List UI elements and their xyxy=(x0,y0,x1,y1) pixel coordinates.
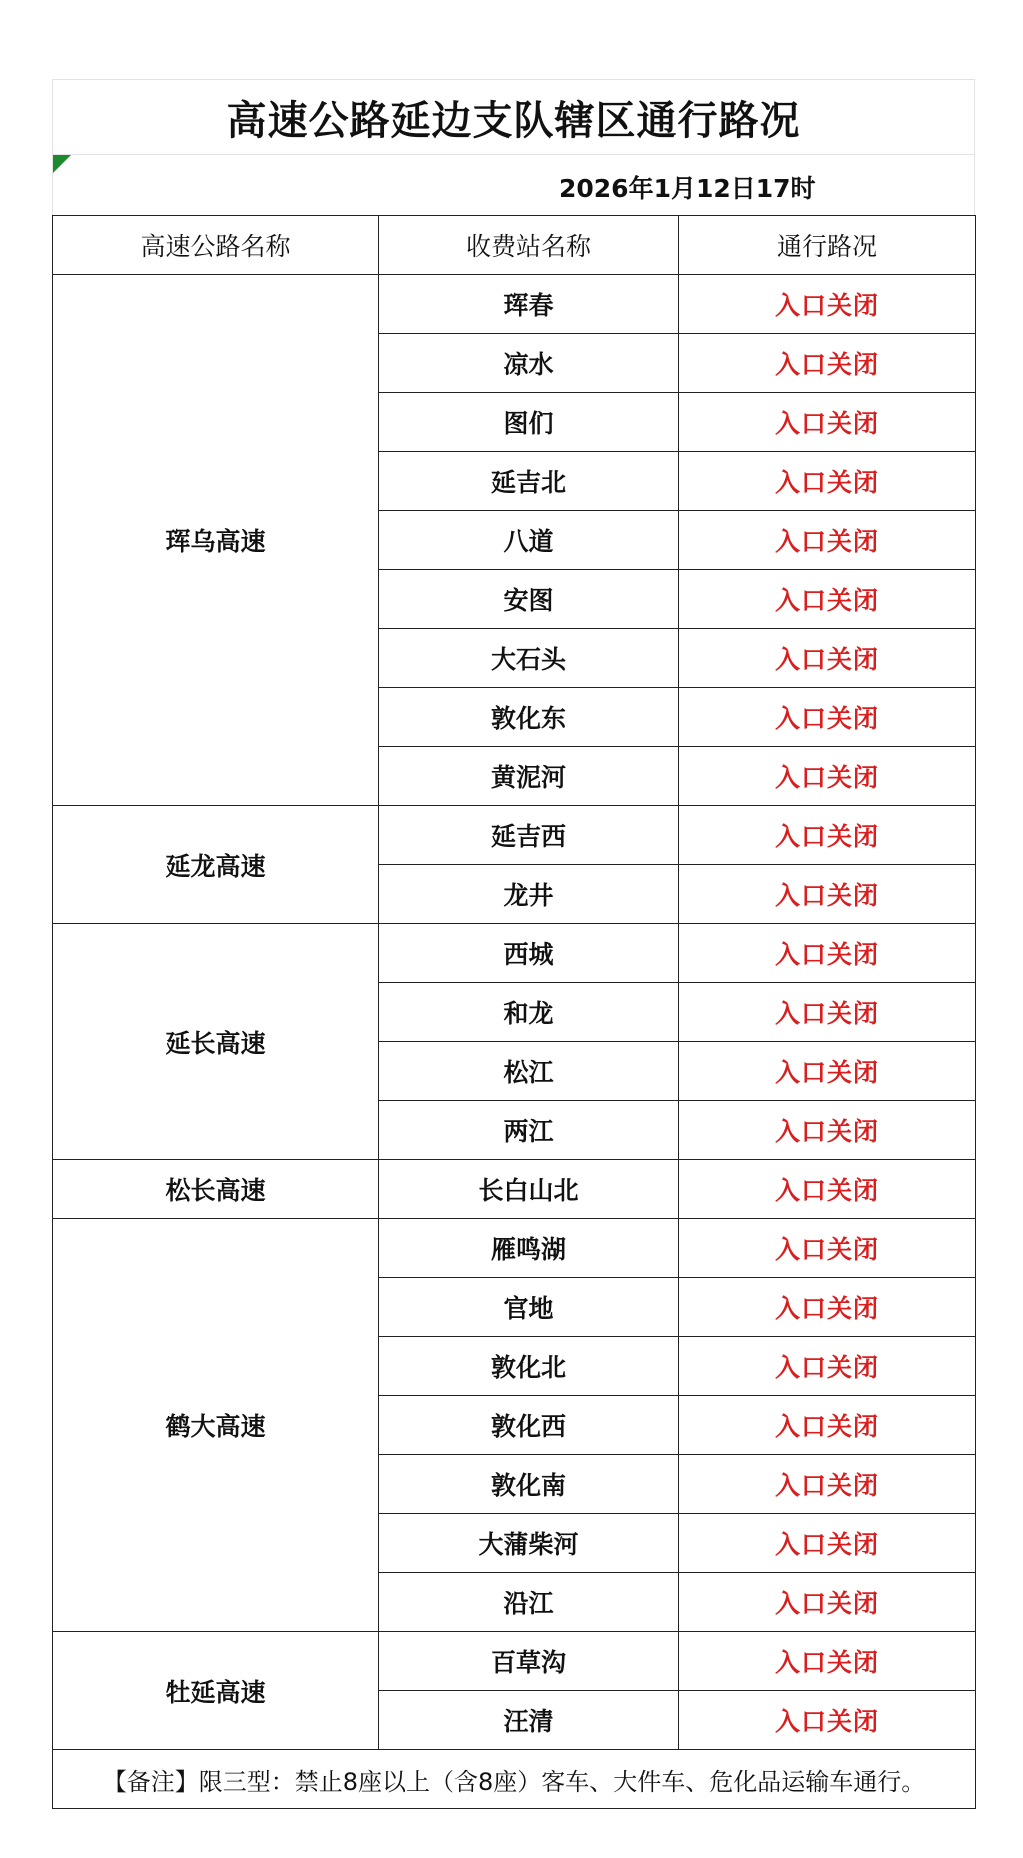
traffic-status-cell: 入口关闭 xyxy=(679,393,976,452)
date-row xyxy=(52,155,975,215)
station-name-cell: 安图 xyxy=(379,570,679,629)
road-name-cell: 松长高速 xyxy=(53,1160,379,1219)
station-name-cell: 大蒲柴河 xyxy=(379,1514,679,1573)
traffic-status-cell: 入口关闭 xyxy=(679,1514,976,1573)
table-row xyxy=(53,275,976,334)
station-name-cell: 和龙 xyxy=(379,983,679,1042)
table-row xyxy=(53,1632,976,1691)
station-name-cell: 图们 xyxy=(379,393,679,452)
traffic-status-cell: 入口关闭 xyxy=(679,1632,976,1691)
station-name-cell: 两江 xyxy=(379,1101,679,1160)
station-name-cell: 长白山北 xyxy=(379,1160,679,1219)
station-name-cell: 龙井 xyxy=(379,865,679,924)
traffic-status-cell: 入口关闭 xyxy=(679,806,976,865)
station-name-cell: 敦化西 xyxy=(379,1396,679,1455)
header-station-name: 收费站名称 xyxy=(379,216,679,275)
station-name-cell: 延吉西 xyxy=(379,806,679,865)
station-name-cell: 百草沟 xyxy=(379,1632,679,1691)
traffic-status-cell: 入口关闭 xyxy=(679,1160,976,1219)
road-name-cell: 延龙高速 xyxy=(53,806,379,924)
traffic-status-cell: 入口关闭 xyxy=(679,688,976,747)
traffic-status-cell: 入口关闭 xyxy=(679,1101,976,1160)
table-row xyxy=(53,1219,976,1278)
station-name-cell: 八道 xyxy=(379,511,679,570)
table-row xyxy=(53,1160,976,1219)
traffic-status-cell: 入口关闭 xyxy=(679,275,976,334)
traffic-status-cell: 入口关闭 xyxy=(679,865,976,924)
traffic-status-cell: 入口关闭 xyxy=(679,452,976,511)
traffic-status-cell: 入口关闭 xyxy=(679,1573,976,1632)
station-name-cell: 珲春 xyxy=(379,275,679,334)
road-name-cell: 珲乌高速 xyxy=(53,275,379,806)
header-traffic-status: 通行路况 xyxy=(679,216,976,275)
station-name-cell: 官地 xyxy=(379,1278,679,1337)
traffic-status-cell: 入口关闭 xyxy=(679,1691,976,1750)
traffic-status-cell: 入口关闭 xyxy=(679,1396,976,1455)
station-name-cell: 松江 xyxy=(379,1042,679,1101)
traffic-status-cell: 入口关闭 xyxy=(679,1278,976,1337)
note-row xyxy=(53,1750,976,1809)
header-road-name: 高速公路名称 xyxy=(53,216,379,275)
traffic-status-cell: 入口关闭 xyxy=(679,924,976,983)
table-header-row xyxy=(53,216,976,275)
traffic-status-cell: 入口关闭 xyxy=(679,1337,976,1396)
table-row xyxy=(53,806,976,865)
traffic-status-cell: 入口关闭 xyxy=(679,1455,976,1514)
station-name-cell: 敦化东 xyxy=(379,688,679,747)
station-name-cell: 汪清 xyxy=(379,1691,679,1750)
table-row xyxy=(53,924,976,983)
traffic-status-cell: 入口关闭 xyxy=(679,1042,976,1101)
station-name-cell: 沿江 xyxy=(379,1573,679,1632)
road-name-cell: 牡延高速 xyxy=(53,1632,379,1750)
station-name-cell: 凉水 xyxy=(379,334,679,393)
station-name-cell: 敦化北 xyxy=(379,1337,679,1396)
table-body xyxy=(53,275,976,1750)
traffic-status-cell: 入口关闭 xyxy=(679,334,976,393)
traffic-status-cell: 入口关闭 xyxy=(679,1219,976,1278)
road-name-cell: 延长高速 xyxy=(53,924,379,1160)
corner-marker xyxy=(53,155,71,173)
station-name-cell: 大石头 xyxy=(379,629,679,688)
report-datetime: 2026年1月12日17时 xyxy=(559,174,816,203)
station-name-cell: 敦化南 xyxy=(379,1455,679,1514)
table-note: 【备注】限三型：禁止8座以上（含8座）客车、大件车、危化品运输车通行。 xyxy=(53,1750,976,1809)
station-name-cell: 雁鸣湖 xyxy=(379,1219,679,1278)
traffic-status-sheet xyxy=(52,79,975,1809)
traffic-status-cell: 入口关闭 xyxy=(679,511,976,570)
station-name-cell: 延吉北 xyxy=(379,452,679,511)
traffic-status-cell: 入口关闭 xyxy=(679,747,976,806)
traffic-status-cell: 入口关闭 xyxy=(679,983,976,1042)
traffic-status-cell: 入口关闭 xyxy=(679,629,976,688)
status-table xyxy=(52,215,976,1809)
station-name-cell: 西城 xyxy=(379,924,679,983)
station-name-cell: 黄泥河 xyxy=(379,747,679,806)
traffic-status-cell: 入口关闭 xyxy=(679,570,976,629)
page-title: 高速公路延边支队辖区通行路况 xyxy=(52,79,975,155)
road-name-cell: 鹤大高速 xyxy=(53,1219,379,1632)
